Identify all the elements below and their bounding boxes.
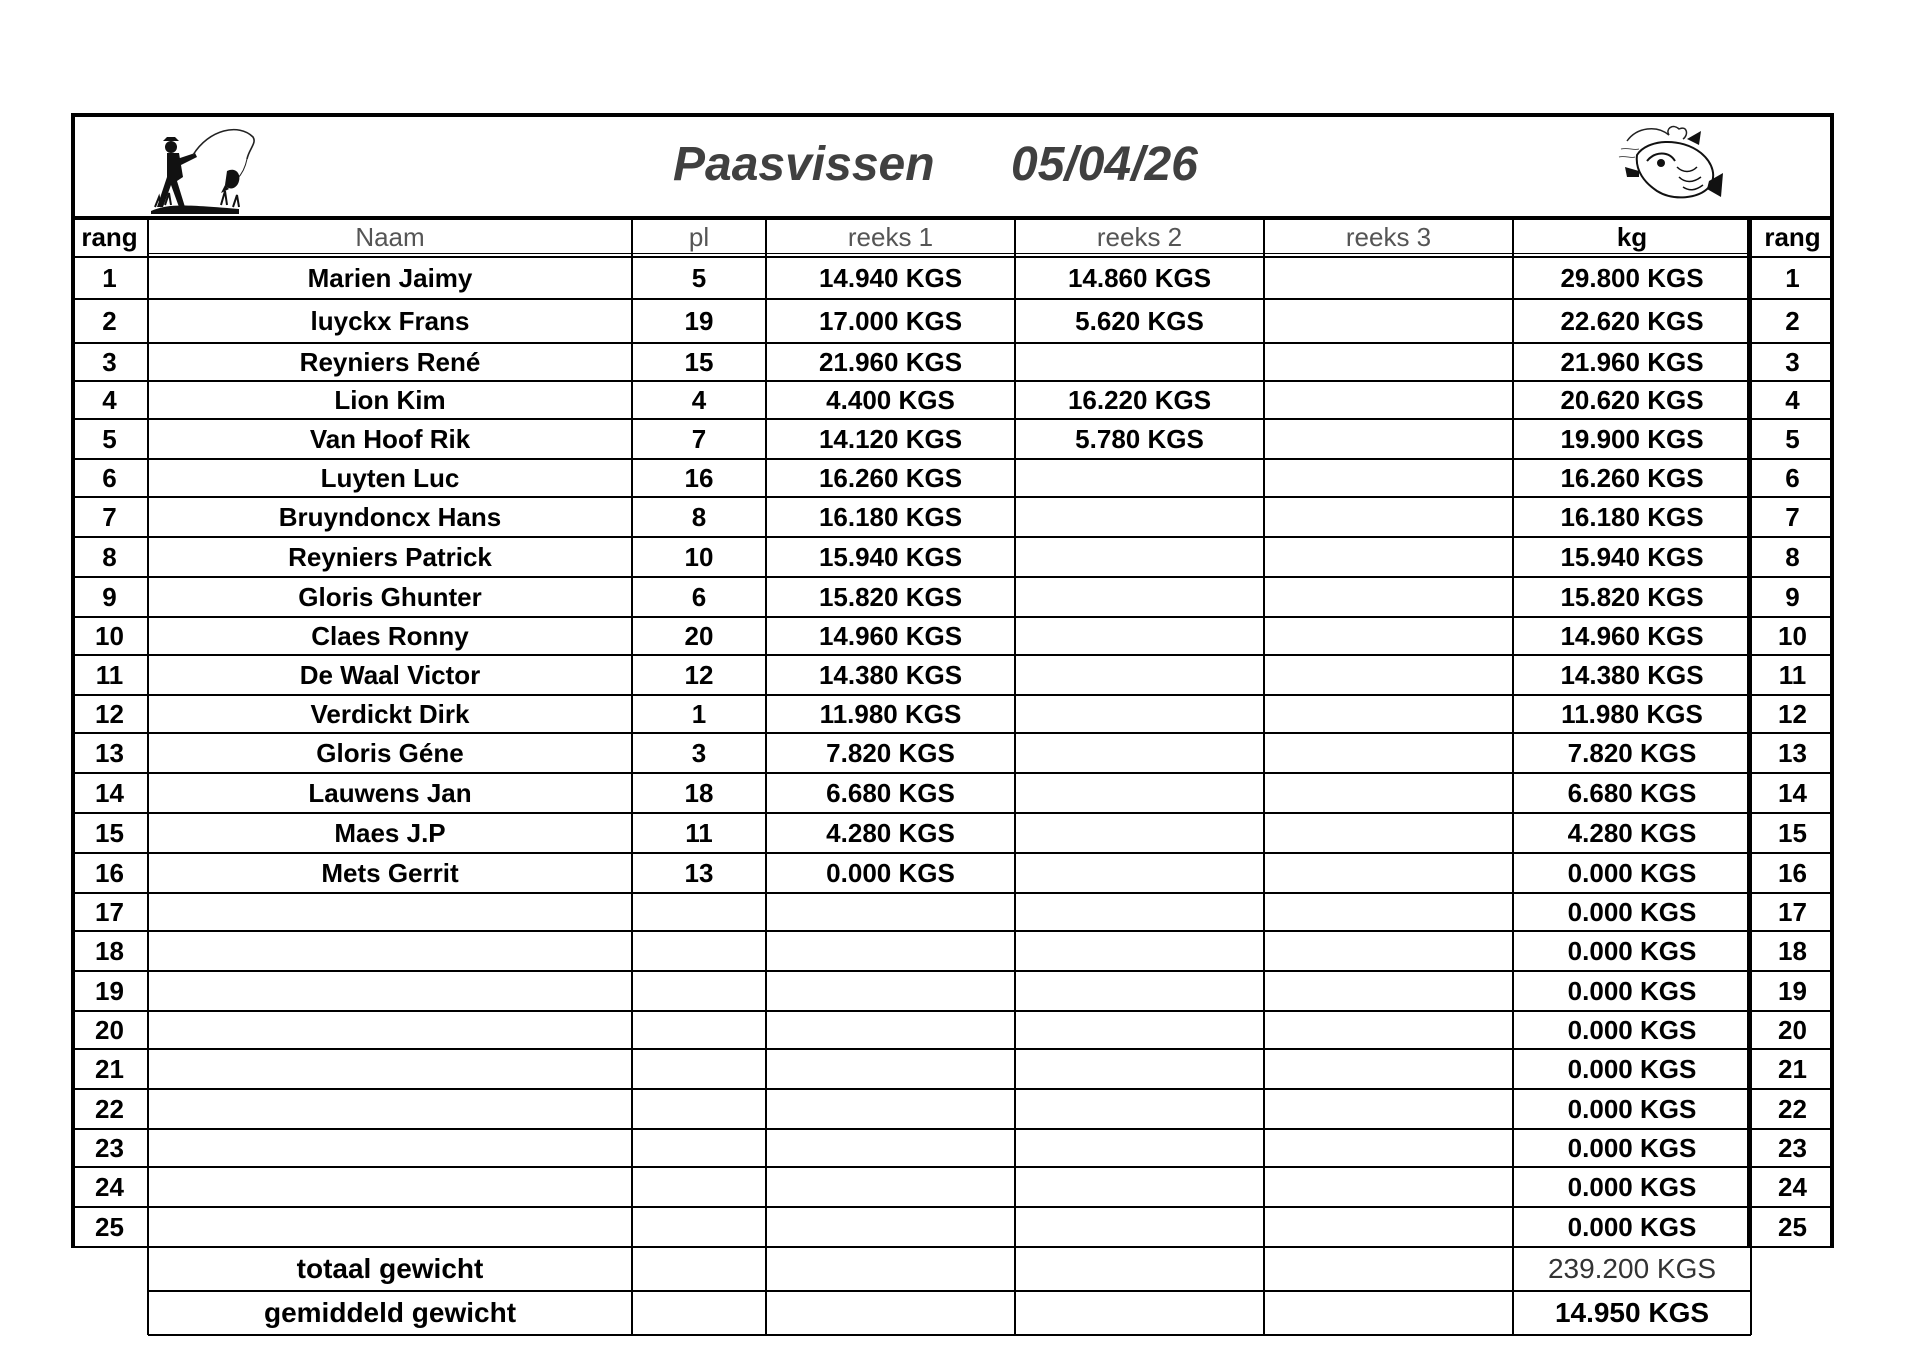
series3-cell [1264,459,1513,497]
rank-right-cell: 22 [1778,1093,1807,1124]
total-weight-row-value: 239.200 KGS [1547,1253,1717,1284]
rank-right-cell: 1 [1785,262,1800,293]
totals-column-divider [1014,1247,1016,1335]
series1-cell [766,971,1015,1011]
series1-cell: 17.000 KGS [818,305,963,336]
name-cell: Lion Kim [334,384,446,415]
rank-right-cell: 2 [1785,305,1800,336]
series1-cell: 11.980 KGS [819,698,962,729]
series2-cell [1015,459,1264,497]
row-divider [71,892,1834,894]
table-row [71,733,1834,773]
place-cell [632,971,766,1011]
name-cell: Lauwens Jan [308,777,472,808]
table-row [71,813,1834,853]
rank-column-border [1747,217,1751,1247]
row-divider [71,418,1834,420]
series2-cell: 16.220 KGS [1067,384,1212,415]
series1-cell [766,893,1015,931]
rank-cell: 1 [102,262,117,293]
place-cell: 20 [684,620,714,651]
row-divider [71,298,1834,300]
series2-cell [1015,577,1264,617]
series2-cell [1015,893,1264,931]
row-divider [71,1088,1834,1090]
row-divider [71,1010,1834,1012]
name-cell: Bruyndoncx Hans [278,501,502,532]
kg-cell: 0.000 KGS [1567,896,1697,927]
table-row [71,695,1834,733]
rank-right-cell: 14 [1778,777,1807,808]
place-cell: 6 [691,581,707,612]
totals-divider [148,1246,1751,1248]
row-divider [71,576,1834,578]
series1-cell: 4.400 KGS [826,384,955,415]
kg-cell: 19.900 KGS [1560,423,1704,454]
average-weight-row-value: 14.950 KGS [1554,1297,1710,1328]
kg-cell: 16.260 KGS [1560,462,1704,493]
row-divider [71,694,1834,696]
place-cell: 13 [684,857,714,888]
table-row [71,343,1834,381]
series2-cell: 14.860 KGS [1067,262,1212,293]
name-cell [148,931,632,971]
series2-cell [1015,1167,1264,1207]
name-cell [148,971,632,1011]
place-cell: 15 [684,346,714,377]
name-cell [148,1089,632,1129]
series1-cell: 16.260 KGS [818,462,963,493]
series3-cell [1264,853,1513,893]
place-cell: 4 [691,384,707,415]
table-row [71,1167,1834,1207]
title-bar [71,113,1834,217]
name-cell: Reyniers René [299,346,481,377]
series1-cell [766,1049,1015,1089]
outer-border-right [1830,113,1834,1247]
header-series1: reeks 1 [847,221,934,252]
series3-cell [1264,1049,1513,1089]
name-cell [148,893,632,931]
kg-cell: 16.180 KGS [1560,501,1704,532]
rank-right-cell: 16 [1778,857,1807,888]
series3-cell [1264,1129,1513,1167]
header-kg: kg [1616,221,1648,252]
rank-cell: 25 [95,1211,124,1242]
rank-cell: 14 [95,777,124,808]
table-row [71,299,1834,343]
name-cell: Mets Gerrit [321,857,459,888]
row-divider [71,458,1834,460]
rank-right-cell: 15 [1778,817,1807,848]
column-divider [1263,217,1265,1247]
series3-cell [1264,893,1513,931]
name-cell: Maes J.P [334,817,446,848]
row-divider [71,970,1834,972]
column-divider [765,217,767,1247]
series3-cell [1264,1011,1513,1049]
table-row [71,497,1834,537]
name-cell [148,1011,632,1049]
table-row [71,1049,1834,1089]
name-cell: Marien Jaimy [307,262,473,293]
name-cell: Gloris Géne [316,737,464,768]
totals-divider [148,1334,1751,1336]
place-cell [632,1049,766,1089]
series1-cell [766,1207,1015,1247]
series3-cell [1264,577,1513,617]
name-cell: De Waal Victor [299,659,481,690]
row-divider [71,536,1834,538]
rank-cell: 19 [95,975,124,1006]
rank-right-cell: 17 [1778,896,1807,927]
series1-cell [766,1129,1015,1167]
name-cell [148,1207,632,1247]
kg-cell: 11.980 KGS [1561,698,1703,729]
totals-divider [148,1290,1751,1292]
rank-right-cell: 7 [1785,501,1800,532]
header-rank-right: rang [1764,221,1821,252]
totals-column-divider [1750,1247,1752,1335]
place-cell [632,1129,766,1167]
table-row [71,1129,1834,1167]
totals-column-divider [1512,1247,1514,1335]
header-series3: reeks 3 [1345,221,1432,252]
kg-cell: 29.800 KGS [1560,262,1704,293]
table-row [71,971,1834,1011]
series2-cell [1015,617,1264,655]
header-place: pl [688,221,710,252]
place-cell [632,893,766,931]
rank-cell: 6 [102,462,117,493]
series1-cell: 6.680 KGS [826,777,955,808]
series3-cell [1264,931,1513,971]
kg-cell: 0.000 KGS [1567,1132,1697,1163]
rank-cell: 15 [95,817,124,848]
fish-icon [1617,121,1727,211]
kg-cell: 22.620 KGS [1560,305,1704,336]
row-divider [71,812,1834,814]
rank-cell: 5 [102,423,117,454]
series1-cell: 7.820 KGS [826,737,955,768]
average-weight-row-label: gemiddeld gewicht [263,1297,517,1328]
series3-cell [1264,419,1513,459]
kg-cell: 0.000 KGS [1567,1211,1697,1242]
rank-right-cell: 11 [1778,659,1807,690]
series3-cell [1264,381,1513,419]
series3-cell [1264,971,1513,1011]
kg-cell: 15.820 KGS [1560,581,1704,612]
rank-right-cell: 19 [1778,975,1807,1006]
table-row [71,773,1834,813]
rank-right-cell: 5 [1785,423,1800,454]
series3-cell [1264,343,1513,381]
totals-column-divider [147,1247,149,1335]
series1-cell: 14.940 KGS [818,262,963,293]
rank-cell: 10 [95,620,124,651]
series2-cell [1015,971,1264,1011]
series1-cell: 21.960 KGS [818,346,963,377]
event-title: Paasvissen [673,138,935,191]
header-rank-left: rang [81,221,138,252]
rank-right-cell: 4 [1785,384,1800,415]
place-cell: 8 [691,501,707,532]
event-date: 05/04/26 [1011,138,1198,191]
series1-cell: 4.280 KGS [826,817,955,848]
table-row [71,931,1834,971]
rank-right-cell: 23 [1778,1132,1807,1163]
series1-cell: 0.000 KGS [826,857,955,888]
totals-column-divider [765,1247,767,1335]
series1-cell: 14.960 KGS [818,620,963,651]
series3-cell [1264,1089,1513,1129]
series2-cell [1015,733,1264,773]
series2-cell [1015,695,1264,733]
kg-cell: 6.680 KGS [1567,777,1697,808]
rank-cell: 24 [95,1171,124,1202]
rank-right-cell: 8 [1785,541,1800,572]
kg-cell: 20.620 KGS [1560,384,1704,415]
column-divider [1512,217,1514,1247]
series2-cell [1015,343,1264,381]
rank-cell: 11 [95,659,124,690]
series2-cell [1015,1129,1264,1167]
kg-cell: 0.000 KGS [1567,975,1697,1006]
series3-cell [1264,299,1513,343]
rank-cell: 17 [95,896,124,927]
series2-cell [1015,1011,1264,1049]
rank-right-cell: 9 [1785,581,1800,612]
rank-cell: 3 [102,346,117,377]
column-divider [631,217,633,1247]
rank-cell: 8 [102,541,117,572]
name-cell [148,1049,632,1089]
name-cell: Van Hoof Rik [309,423,471,454]
row-divider [71,1206,1834,1208]
name-cell: Claes Ronny [311,620,469,651]
kg-cell: 14.380 KGS [1560,659,1704,690]
row-divider [71,342,1834,344]
table-row [71,655,1834,695]
series3-cell [1264,813,1513,853]
name-cell [148,1129,632,1167]
rank-cell: 23 [95,1132,124,1163]
table-row [71,257,1834,299]
rank-cell: 13 [95,737,124,768]
series2-cell [1015,1049,1264,1089]
totals-column-divider [631,1247,633,1335]
series3-cell [1264,497,1513,537]
series1-cell: 15.820 KGS [818,581,963,612]
table-row [71,853,1834,893]
series3-cell [1264,773,1513,813]
series2-cell [1015,853,1264,893]
column-divider [147,217,149,1247]
kg-cell: 14.960 KGS [1560,620,1704,651]
series3-cell [1264,617,1513,655]
total-weight-row-label: totaal gewicht [296,1253,484,1284]
place-cell: 18 [684,777,714,808]
rank-right-cell: 25 [1778,1211,1807,1242]
kg-cell: 0.000 KGS [1567,1093,1697,1124]
place-cell: 12 [684,659,714,690]
series3-cell [1264,655,1513,695]
series1-cell [766,1011,1015,1049]
series2-cell [1015,1207,1264,1247]
row-divider [71,616,1834,618]
table-row [71,1207,1834,1247]
series1-cell [766,1167,1015,1207]
place-cell [632,1089,766,1129]
series1-cell [766,931,1015,971]
rank-right-cell: 21 [1778,1053,1807,1084]
rank-right-cell: 20 [1778,1014,1807,1045]
kg-cell: 7.820 KGS [1567,737,1697,768]
series1-cell: 14.120 KGS [818,423,963,454]
series2-cell [1015,813,1264,853]
column-divider [1014,217,1016,1247]
rank-cell: 4 [102,384,117,415]
series3-cell [1264,1167,1513,1207]
rank-cell: 20 [95,1014,124,1045]
series2-cell [1015,773,1264,813]
kg-cell: 0.000 KGS [1567,1014,1697,1045]
name-cell [148,1167,632,1207]
table-row [71,893,1834,931]
series2-cell [1015,537,1264,577]
table-row [71,1089,1834,1129]
rank-right-cell: 3 [1785,346,1800,377]
place-cell [632,1011,766,1049]
table-row [71,537,1834,577]
outer-border-left [71,113,75,1247]
series3-cell [1264,695,1513,733]
totals-column-divider [1263,1247,1265,1335]
place-cell: 10 [684,541,714,572]
row-divider [71,1166,1834,1168]
row-divider [71,852,1834,854]
kg-cell: 0.000 KGS [1567,935,1697,966]
row-divider [71,1048,1834,1050]
kg-cell: 15.940 KGS [1560,541,1704,572]
place-cell [632,1207,766,1247]
name-cell: Verdickt Dirk [310,698,470,729]
kg-cell: 0.000 KGS [1567,1171,1697,1202]
fisherman-icon [149,119,259,215]
series1-cell: 15.940 KGS [818,541,963,572]
rank-cell: 2 [102,305,117,336]
rank-cell: 22 [95,1093,124,1124]
name-cell: Reyniers Patrick [288,541,492,572]
header-divider [148,253,1751,254]
name-cell: Luyten Luc [320,462,460,493]
table-row [71,419,1834,459]
series2-cell: 5.620 KGS [1075,305,1204,336]
row-divider [71,496,1834,498]
kg-cell: 21.960 KGS [1560,346,1704,377]
rank-cell: 12 [95,698,124,729]
series3-cell [1264,537,1513,577]
rank-cell: 18 [95,935,124,966]
name-cell: luyckx Frans [310,305,470,336]
place-cell: 11 [685,817,713,848]
series1-cell [766,1089,1015,1129]
header-name: Naam [355,221,425,252]
row-divider [71,256,1834,258]
kg-cell: 0.000 KGS [1567,857,1697,888]
series1-cell: 14.380 KGS [818,659,963,690]
place-cell: 19 [684,305,714,336]
place-cell: 5 [691,262,707,293]
series2-cell [1015,1089,1264,1129]
series3-cell [1264,257,1513,299]
kg-cell: 0.000 KGS [1567,1053,1697,1084]
place-cell: 7 [691,423,707,454]
rank-right-cell: 13 [1778,737,1807,768]
table-row [71,459,1834,497]
series3-cell [1264,1207,1513,1247]
place-cell [632,931,766,971]
series3-cell [1264,733,1513,773]
series2-cell [1015,931,1264,971]
header-series2: reeks 2 [1096,221,1183,252]
table-row [71,617,1834,655]
rank-cell: 16 [95,857,124,888]
rank-right-cell: 12 [1778,698,1807,729]
series2-cell [1015,655,1264,695]
table-row [71,1011,1834,1049]
rank-right-cell: 10 [1778,620,1807,651]
row-divider [71,216,1834,220]
row-divider [71,1128,1834,1130]
name-cell: Gloris Ghunter [298,581,482,612]
place-cell: 16 [684,462,714,493]
row-divider [71,732,1834,734]
rank-right-cell: 6 [1785,462,1800,493]
place-cell [632,1167,766,1207]
row-divider [71,772,1834,774]
rank-cell: 9 [102,581,117,612]
rank-right-cell: 18 [1778,935,1807,966]
table-row [71,577,1834,617]
rank-right-cell: 24 [1778,1171,1807,1202]
place-cell: 1 [691,698,707,729]
series2-cell: 5.780 KGS [1075,423,1204,454]
row-divider [71,654,1834,656]
place-cell: 3 [691,737,707,768]
kg-cell: 4.280 KGS [1567,817,1697,848]
table-row [71,381,1834,419]
series2-cell [1015,497,1264,537]
rank-cell: 21 [95,1053,124,1084]
results-sheet [71,113,1834,1336]
rank-cell: 7 [102,501,117,532]
series1-cell: 16.180 KGS [818,501,963,532]
row-divider [71,380,1834,382]
row-divider [71,930,1834,932]
